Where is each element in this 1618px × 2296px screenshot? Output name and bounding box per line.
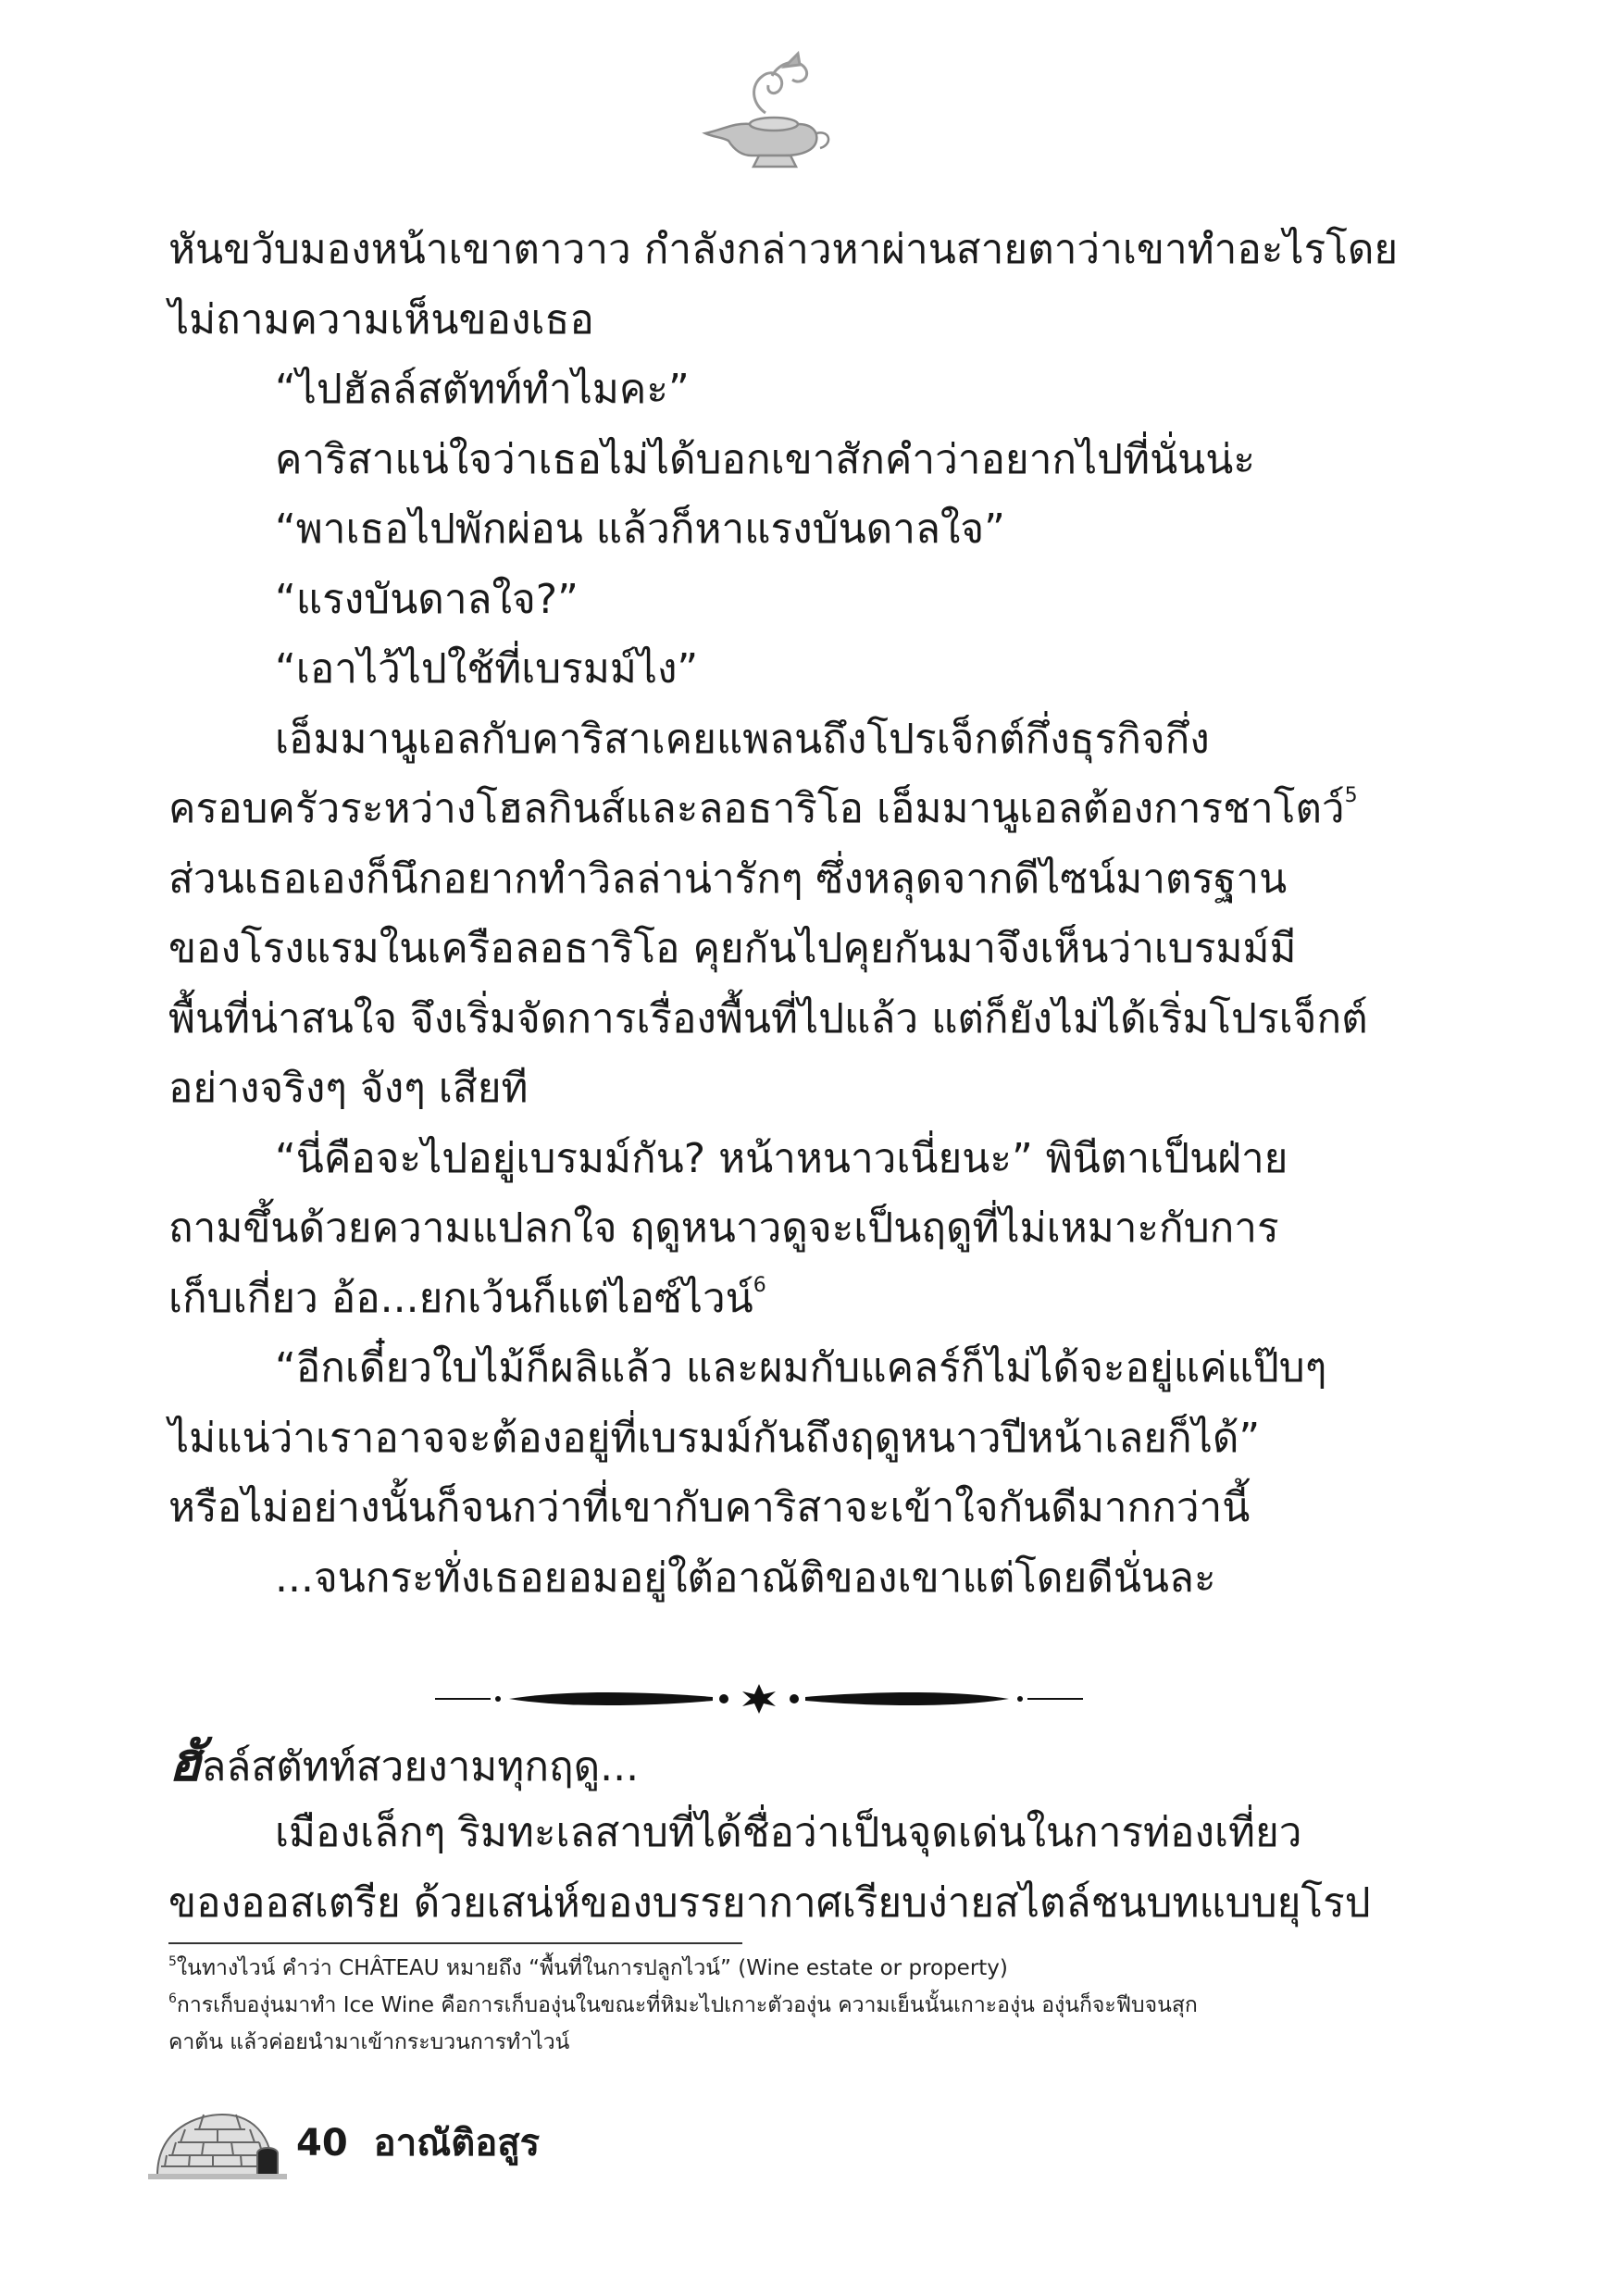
section-opening-text: ลล์สตัทท์สวยงามทุกฤดู... <box>201 1743 640 1791</box>
body-line-text: หรือไม่อย่างนั้นก็จนกว่าที่เขากับคาริสาจะเข้าใจกันดีมากกว่านี้ <box>168 1484 1251 1531</box>
body-line-text: เมืองเล็กๆ ริมทะเลสาบที่ได้ชื่อว่าเป็นจุดเด่นในการท่องเที่ยว <box>275 1809 1302 1856</box>
body-line <box>168 914 1372 984</box>
body-line <box>168 215 1399 285</box>
igloo-icon <box>148 2109 287 2183</box>
body-line <box>168 1333 1372 1404</box>
body-line <box>168 425 1372 495</box>
body-line-text: คาริสาแน่ใจว่าเธอไม่ได้บอกเขาสักคำว่าอยากไปที่นั่นน่ะ <box>275 435 1255 483</box>
body-line-text: “ไปฮัลล์สตัทท์ทำไมคะ” <box>275 366 690 413</box>
body-line <box>168 705 1372 775</box>
body-line <box>168 1473 1372 1543</box>
body-line-text: เอ็มมานูเอลกับคาริสาเคยแพลนถึงโปรเจ็กต์กึ่งธุรกิจกึ่ง <box>275 715 1210 763</box>
body-line-text: อย่างจริงๆ จังๆ เสียที <box>168 1065 529 1112</box>
footnote-number: 5 <box>168 1954 177 1969</box>
body-line <box>168 844 1372 915</box>
page-footer <box>296 2113 566 2172</box>
body-line-text: ของโรงแรมในเครือลอธาริโอ คุยกันไปคุยกันมาจึงเห็นว่าเบรมม์มี <box>168 925 1297 972</box>
footnote-number: 6 <box>168 1991 177 2006</box>
section-divider-ornament <box>435 1680 1083 1717</box>
body-line-text: “พาเธอไปพักผ่อน แล้วก็หาแรงบันดาลใจ” <box>275 505 1005 553</box>
body-text-bottom <box>168 1798 1372 1938</box>
body-line-text: “อีกเดี๋ยวใบไม้ก็ผลิแล้ว และผมกับแคลร์ก็ไม่ได้จะอยู่แค่แป๊บๆ <box>275 1344 1327 1391</box>
dropcap: ฮั <box>168 1730 202 1793</box>
footnote <box>168 1950 1390 1987</box>
body-line <box>168 1404 1372 1474</box>
body-line <box>168 355 1372 425</box>
body-line-text: ของออสเตรีย ด้วยเสน่ห์ของบรรยากาศเรียบง่ายสไตล์ชนบทแบบยุโรป <box>168 1878 1371 1927</box>
body-line-text: ถามขึ้นด้วยความแปลกใจ ฤดูหนาวดูจะเป็นฤดูที่ไม่เหมาะกับการ <box>168 1204 1279 1252</box>
body-line <box>168 285 1372 356</box>
body-line-text: “เอาไว้ไปใช้ที่เบรมม์ไง” <box>275 645 699 693</box>
body-line <box>168 565 1372 635</box>
body-line <box>168 984 1372 1054</box>
section-opening-line <box>168 1728 639 1803</box>
body-line-text: “นี่คือจะไปอยู่เบรมม์กัน? หน้าหนาวเนี่ยนะ” พินีตาเป็นฝ่าย <box>275 1134 1288 1182</box>
body-line <box>168 494 1372 565</box>
body-line <box>168 774 1372 844</box>
magic-lamp-icon <box>696 48 835 173</box>
body-line <box>168 1264 1372 1334</box>
body-line-text: ไม่แน่ว่าเราอาจจะต้องอยู่ที่เบรมม์กันถึงฤดูหนาวปีหน้าเลยก็ได้” <box>168 1414 1261 1462</box>
footnotes <box>168 1950 1390 2061</box>
page-number: 40 <box>296 2122 348 2165</box>
body-line-text: พื้นที่น่าสนใจ จึงเริ่มจัดการเรื่องพื้นที่ไปแล้ว แต่ก็ยังไม่ได้เริ่มโปรเจ็กต์ <box>168 994 1368 1042</box>
body-line <box>168 634 1372 705</box>
body-line-text: “แรงบันดาลใจ?” <box>275 575 579 623</box>
footnote-marker: 5 <box>1344 784 1358 807</box>
footnote-text: การเก็บองุ่นมาทำ Ice Wine คือการเก็บองุ่นในขณะที่หิมะไปเกาะตัวองุ่น ความเย็นนั้นเกาะองุ่น องุ่นก็จะฟีบจนสุก <box>176 1993 1198 2017</box>
footnote-text: คาต้น แล้วค่อยนำมาเข้ากระบวนการทำไวน์ <box>168 2030 570 2054</box>
footnote-marker: 6 <box>753 1273 766 1297</box>
body-line <box>168 1054 1372 1124</box>
body-line-text: ...จนกระทั่งเธอยอมอยู่ใต้อาณัติของเขาแต่โดยดีนั่นละ <box>275 1554 1216 1602</box>
body-line-text: ครอบครัวระหว่างโฮลกินส์และลอธาริโอ เอ็มมานูเอลต้องการชาโตว์ <box>168 785 1345 832</box>
body-text-top <box>168 215 1399 1613</box>
footnote <box>168 1987 1390 2024</box>
footnote <box>168 2024 1390 2061</box>
body-line <box>168 1868 1372 1939</box>
book-title: อาณัติอสูร <box>373 2122 541 2165</box>
body-line-text: ส่วนเธอเองก็นึกอยากทำวิลล่าน่ารักๆ ซึ่งหลุดจากดีไซน์มาตรฐาน <box>168 855 1288 903</box>
body-line <box>168 1193 1372 1264</box>
body-line-text: หันขวับมองหน้าเขาตาวาว กำลังกล่าวหาผ่านสายตาว่าเขาทำอะไรโดย <box>168 226 1399 273</box>
body-line <box>168 1543 1372 1614</box>
footnote-text: ในทางไวน์ คำว่า CHÂTEAU หมายถึง “พื้นที่ในการปลูกไวน์” (Wine estate or property) <box>176 1956 1008 1980</box>
body-line-text: เก็บเกี่ยว อ้อ...ยกเว้นก็แต่ไอซ์ไวน์ <box>168 1274 753 1322</box>
body-line <box>168 1798 1372 1868</box>
footnote-rule <box>168 1942 742 1944</box>
body-line <box>168 1124 1372 1194</box>
body-line-text: ไม่ถามความเห็นของเธอ <box>168 295 594 343</box>
